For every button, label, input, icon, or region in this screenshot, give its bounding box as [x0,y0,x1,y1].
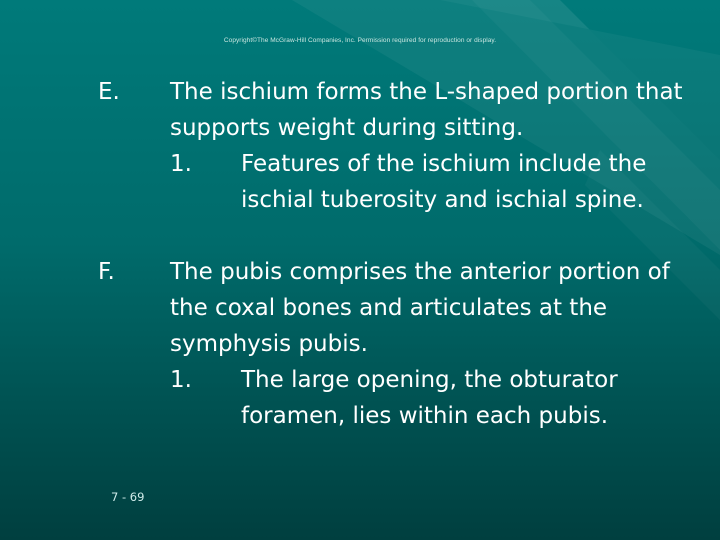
item-f-subitem [170,362,690,434]
item-letter-e: E. [98,79,120,105]
item-f-subitem-number: 1. [170,367,192,393]
item-letter-f: F. [98,259,115,285]
item-f-subitem-text: The large opening, the obturator foramen, lies within each pubis. [241,367,618,429]
item-f [170,254,690,434]
item-e-subitem-text: Features of the ischium include the ischial tuberosity and ischial spine. [241,151,647,213]
item-e [170,74,690,218]
item-e-text: The ischium forms the L-shaped portion that supports weight during sitting. [170,79,683,141]
item-f-text: The pubis comprises the anterior portion of the coxal bones and articulates at the symphysis pubis. [170,259,670,357]
copyright-notice: Copyright©The McGraw-Hill Companies, Inc. Permission required for reproduction or display. [223,37,497,44]
item-e-subitem [170,146,690,218]
page-number: 7 - 69 [111,490,145,504]
item-e-subitem-number: 1. [170,151,192,177]
